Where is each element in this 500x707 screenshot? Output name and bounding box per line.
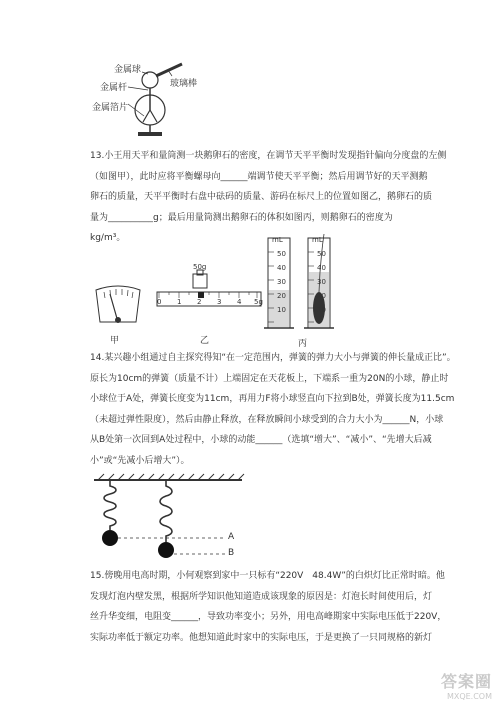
watermark-main: 答案圈 (440, 672, 492, 691)
cylinder-1-tick: 20 (277, 292, 286, 300)
weight-label: 50g (193, 263, 207, 271)
q13-line: 13.小王用天平和量筒测一块鹅卵石的密度，在调节天平平衡时发现指针偏向分度盘的左侧 (90, 151, 447, 161)
watermark-site: MXQE.COM (446, 692, 492, 701)
q15-line: 发现灯泡内壁发黑，根据所学知识他知道造成该现象的原因是：灯泡长时间使用后，灯 (90, 591, 433, 602)
spring-1-icon (104, 480, 116, 530)
figure-yi-label: 乙 (200, 336, 210, 346)
ruler-tick: 2 (197, 298, 202, 306)
watermark (441, 669, 492, 701)
balance-scale-figure (92, 282, 144, 330)
metal-ball-label: 金属球 (114, 65, 142, 75)
q13-line: 卵石的质量，天平平衡时右盘中砝码的质量、游码在标尺上的位置如图乙，鹅卵石的质 (90, 192, 433, 202)
glass-rod-icon (156, 64, 182, 76)
q14-line: 小”或“先减小后增大”）。 (90, 455, 190, 466)
ruler-tick: 3 (217, 298, 222, 306)
ruler-tick: 1 (177, 298, 182, 306)
weight-and-rider-figure (155, 262, 265, 322)
q14-line: 原长为10cm的弹簧（质量不计）上端固定在天花板上，下端系一重为20N的小球，静止时 (90, 373, 449, 384)
metal-foil-label: 金属箔片 (92, 103, 129, 113)
metal-rod-label: 金属杆 (100, 83, 128, 93)
figure-jia-label: 甲 (110, 336, 120, 346)
metal-foil-right-icon (150, 110, 157, 122)
cylinder-1-tick: 40 (277, 264, 286, 272)
q15-line: 实际功率低于额定功率。他想知道此时家中的实际电压，于是更换了一只同规格的新灯 (90, 632, 433, 643)
metal-ball-icon (142, 72, 158, 88)
question-15 (90, 566, 447, 648)
graduated-cylinders-figure (262, 232, 342, 334)
cylinder-1-tick: 30 (277, 278, 286, 286)
ball-b-icon (158, 542, 174, 558)
cylinder-2-unit: mL (312, 236, 323, 244)
label-b: B (228, 548, 235, 558)
q15-line: 15.傍晚用电高时期，小何观察到家中一只标有“220V 48.4W”的白炽灯比正常时暗。他 (90, 571, 445, 581)
q14-line: 小球位于A处，弹簧长度变为11cm，再用力F将小球竖直向下拉到B处，弹簧长度为11.5cm (90, 394, 455, 404)
spring-2-icon (160, 480, 172, 542)
cylinder-1-tick: 10 (277, 306, 286, 314)
ruler-tick: 5g (254, 298, 263, 306)
question-14 (90, 348, 456, 471)
q15-line: 丝升华变细，电阻变______，导致功率变小；另外，用电高峰期家中实际电压低于220V， (90, 612, 447, 622)
cylinder-2-tick: 10 (317, 306, 326, 314)
ruler-tick: 4 (237, 298, 242, 306)
figure-bing-label: 丙 (298, 339, 308, 349)
q13-line: （如图甲），此时应将平衡螺母向______端调节使天平平衡；然后用调节好的天平测鹅 (90, 171, 428, 182)
label-a: A (228, 532, 235, 542)
cylinder-1-unit: mL (272, 236, 283, 244)
ruler-tick: 0 (157, 298, 162, 306)
q13-line: 量为__________g；最后用量筒测出鹅卵石的体积如图丙，则鹅卵石的密度为 (90, 212, 393, 223)
spring-figure (90, 472, 250, 564)
q14-line: 14.某兴趣小组通过自主探究得知“在一定范围内，弹簧的弹力大小与弹簧的伸长量成正比”。 (90, 353, 456, 363)
cylinder-2-tick: 40 (317, 264, 326, 272)
metal-foil-left-icon (143, 110, 150, 122)
cylinder-1-tick: 50 (277, 250, 286, 258)
stand-base-icon (138, 132, 162, 136)
cylinder-2-tick: 50 (317, 250, 326, 258)
q14-line: （未超过弹性限度），然后由静止释放，在释放瞬间小球受到的合力大小为______N，小球 (90, 414, 444, 425)
weight-icon (193, 274, 207, 288)
glass-rod-label: 玻璃棒 (170, 79, 198, 89)
q14-line: 从B处第一次回到A处过程中，小球的动能______（选填“增大”、“减小”、“先增大后减 (90, 435, 432, 445)
cylinder-2-tick: 30 (317, 278, 326, 286)
ball-a-icon (102, 530, 118, 546)
cylinder-2-tick: 20 (317, 292, 326, 300)
q13-line: kg/m³。 (90, 233, 126, 243)
